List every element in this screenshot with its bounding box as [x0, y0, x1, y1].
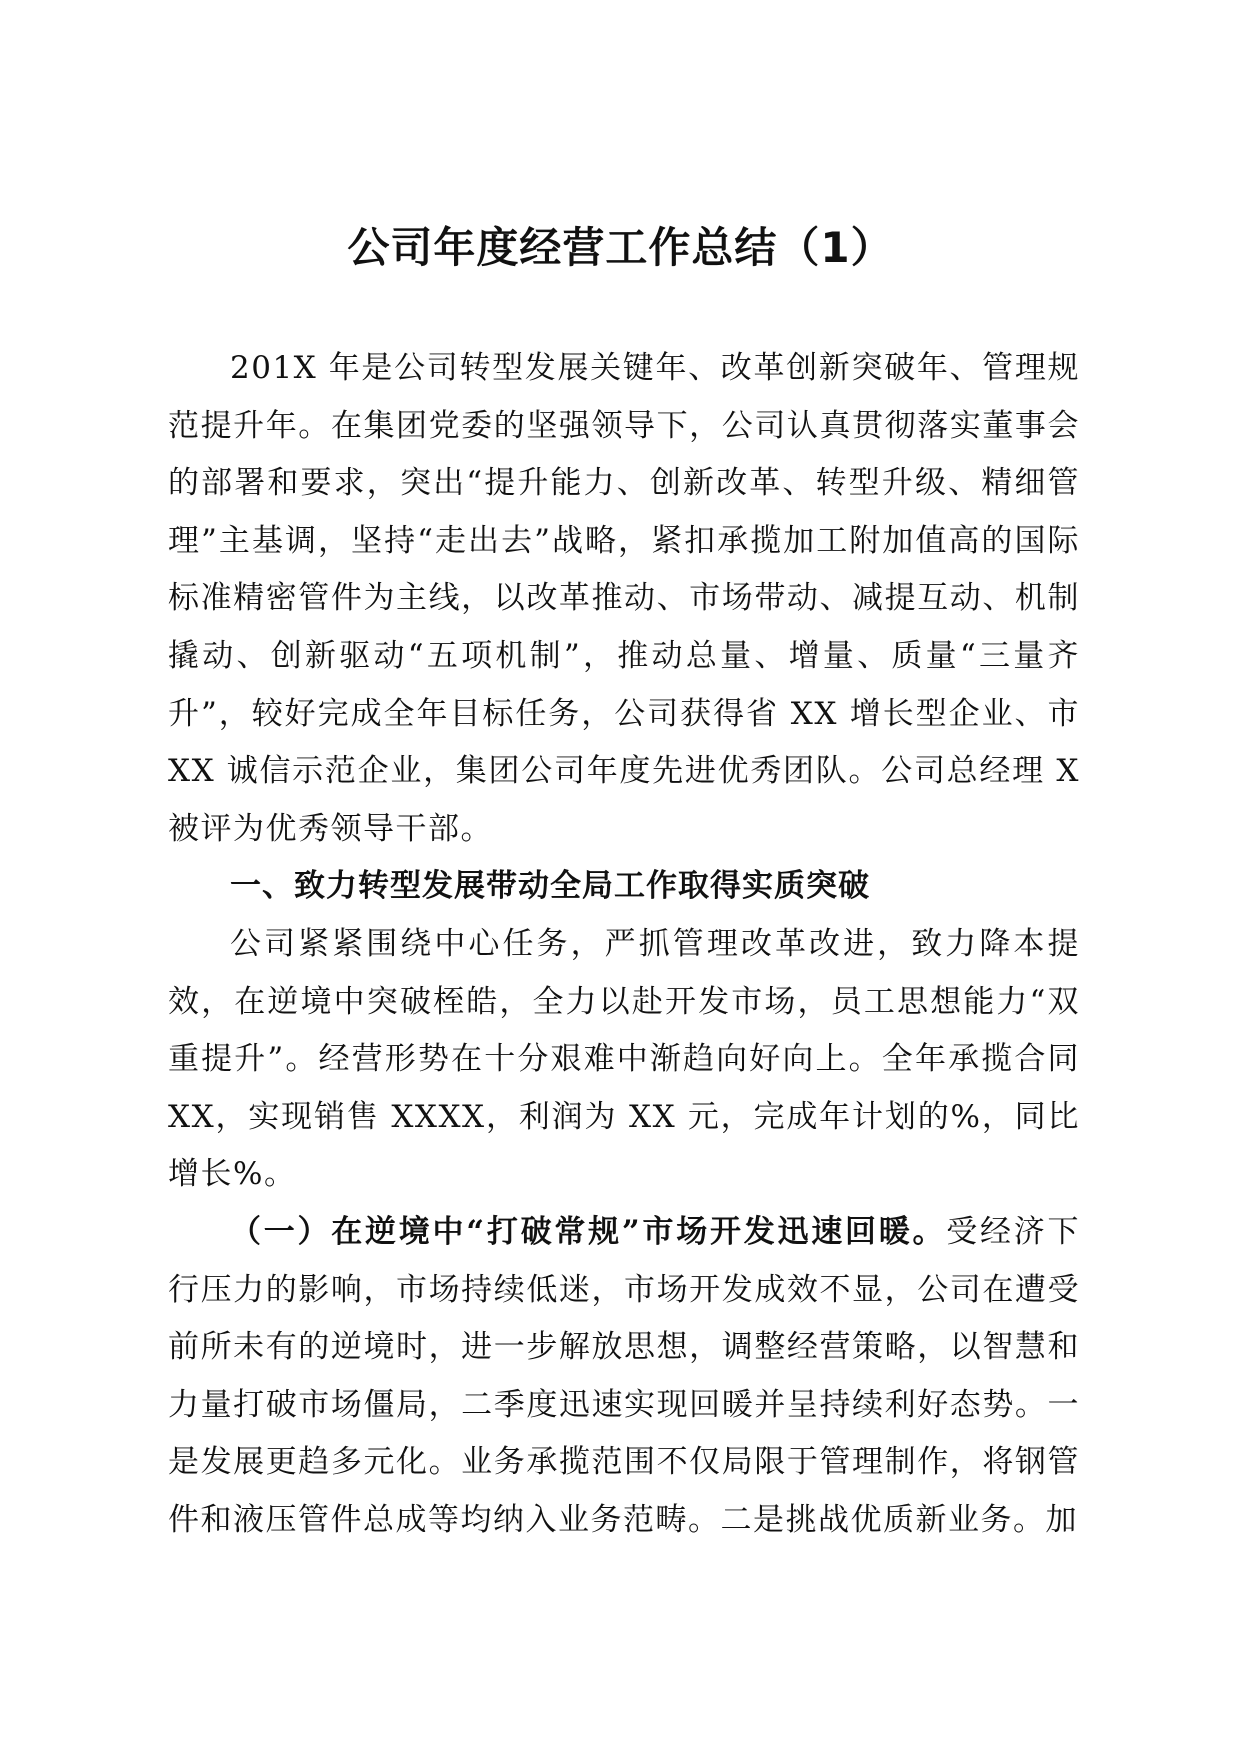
- subsection-1-paragraph: [168, 1204, 1080, 1550]
- section-heading-1: 一、致力转型发展带动全局工作取得实质突破: [230, 868, 870, 905]
- subsection-1-text: 受经济下行压力的影响，市场持续低迷，市场开发成效不显，公司在遭受前所未有的逆境时，进一步解放思想，调整经营策略，以智慧和力量打破市场僵局，二季度迅速实现回暖并呈持续利好态势。一是发展更趋多元化。业务承揽范围不仅局限于管理制作，将钢管件和液压管件总成等均纳入业务范畴。二是挑战优质新业务。加: [168, 1213, 1080, 1538]
- subsection-heading-1: （一）在逆境中“打破常规”市场开发迅速回暖。: [230, 1213, 947, 1250]
- section-1-paragraph: 公司紧紧围绕中心任务，严抓管理改革改进，致力降本提效，在逆境中突破桎皓，全力以赴开发市场，员工思想能力“双重提升”。经营形势在十分艰难中渐趋向好向上。全年承揽合同 XX，实现销售 XXXX，利润为 XX 元，完成年计划的%，同比增长%。: [168, 925, 1080, 1193]
- intro-paragraph: 201X 年是公司转型发展关键年、改革创新突破年、管理规范提升年。在集团党委的坚强领导下，公司认真贯彻落实董事会的部署和要求，突出“提升能力、创新改革、转型升级、精细管理”主基调，坚持“走出去”战略，紧扣承揽加工附加值高的国际标准精密管件为主线，以改革推动、市场带动、减提互动、机制撬动、创新驱动“五项机制”，推动总量、增量、质量“三量齐升”，较好完成全年目标任务，公司获得省 XX 增长型企业、市 XX 诚信示范企业，集团公司年度先进优秀团队。公司总经理 X 被评为优秀领导干部。: [168, 350, 1080, 847]
- document-body: [168, 340, 1080, 1549]
- document-title: 公司年度经营工作总结（1）: [347, 223, 894, 272]
